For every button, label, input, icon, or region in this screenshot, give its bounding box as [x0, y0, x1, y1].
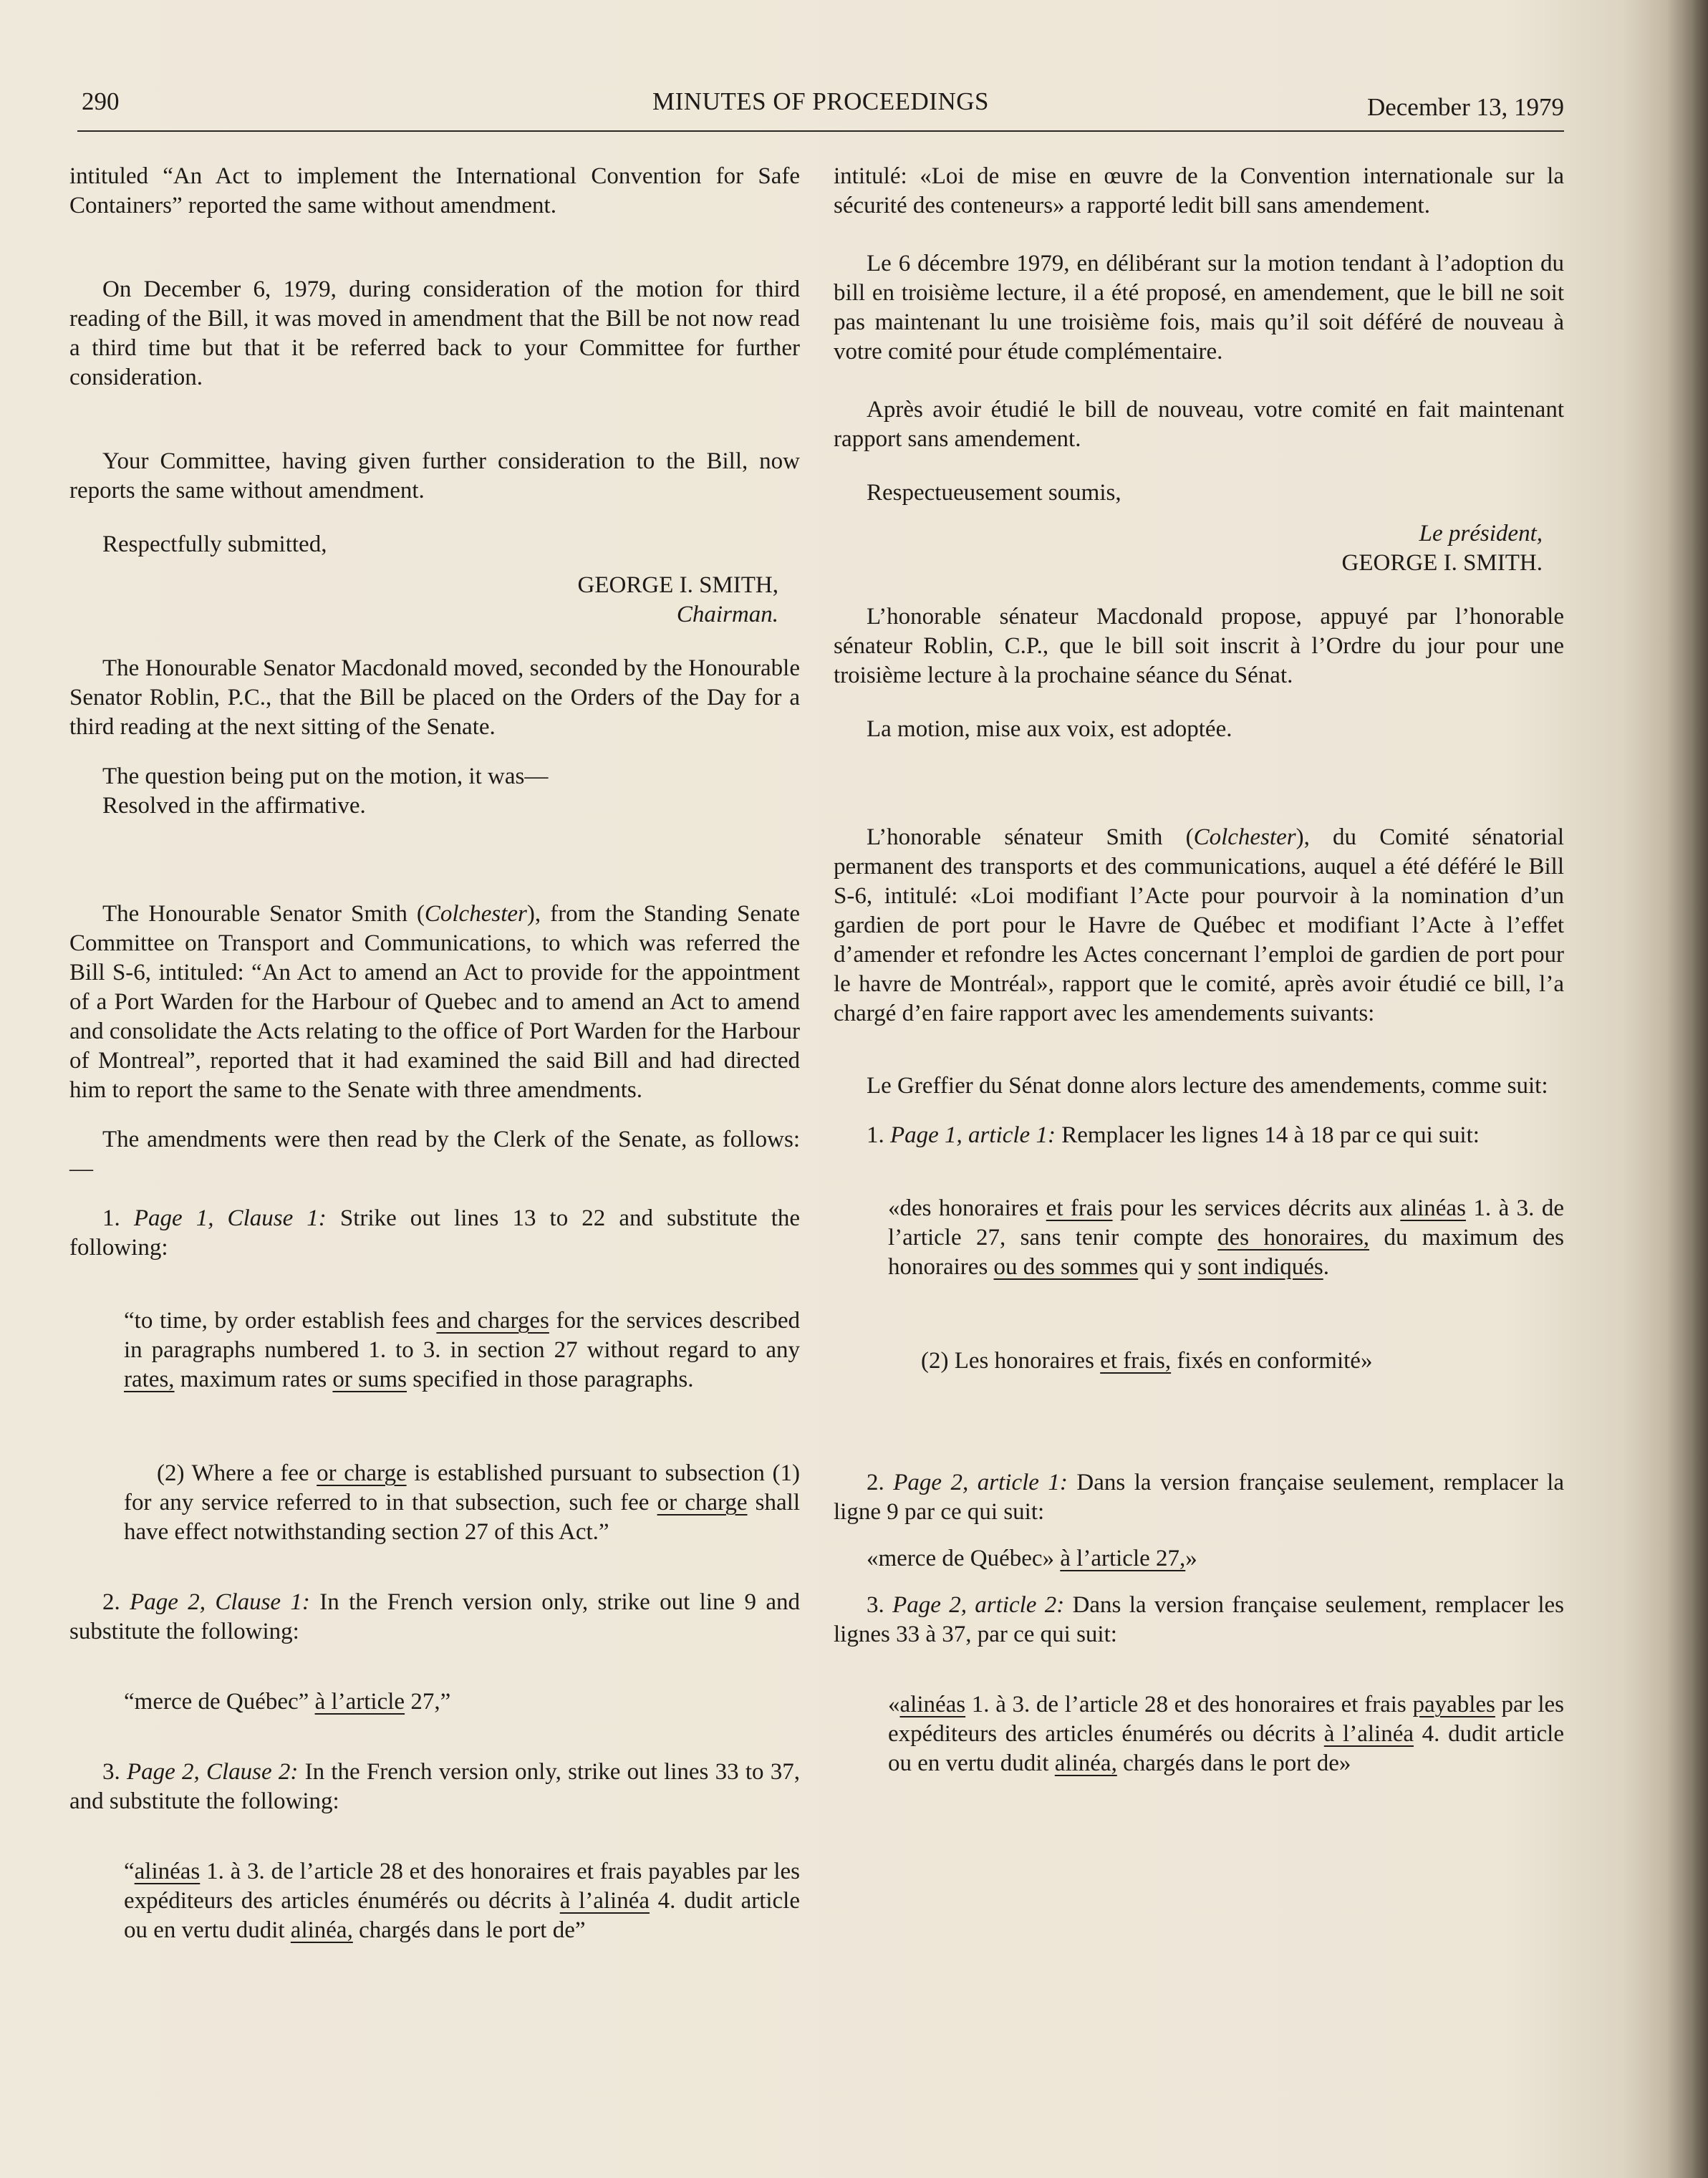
text: for the services described in paragraphs numbered 1. to 3. in section 27 without regard to any [124, 1308, 800, 1363]
binding-shadow [1666, 0, 1708, 2178]
amendment-text: Remplacer les lignes 14 à 18 par ce qui suit: [1055, 1122, 1480, 1148]
underlined-text: alinéa, [1054, 1750, 1117, 1776]
paragraph: intitulé: «Loi de mise en œuvre de la Convention internationale sur la sécurité des conteneurs» a rapporté ledit bill sans amendement. [834, 163, 1564, 218]
underlined-text: à l’alinéa [559, 1888, 650, 1914]
text: 4. dudit article ou en vertu dudit [888, 1721, 1565, 1776]
amendment-text: In the French version only, strike out line 9 and substitute the following: [69, 1589, 801, 1644]
paragraph: The amendments were then read by the Clerk of the Senate, as follows:— [69, 1127, 800, 1182]
text: pour les services décrits aux [1112, 1195, 1401, 1221]
underlined-text: alinéas [1400, 1195, 1466, 1221]
amendment-3 [69, 1758, 800, 1816]
paragraph [69, 900, 800, 1105]
underlined-text: or charge [657, 1490, 748, 1516]
underlined-text: alinéas [134, 1859, 201, 1884]
french-column [834, 162, 1564, 1802]
paragraph: Le Greffier du Sénat donne alors lecture des amendements, comme suit: [867, 1073, 1548, 1099]
signer-title-text: Le président, [1419, 521, 1543, 546]
underlined-text: à l’article 27, [1060, 1546, 1186, 1571]
amendment-text: Strike out lines 13 to 22 and substitute the following: [69, 1205, 801, 1261]
amendment-text: Dans la version française seulement, remplacer la ligne 9 par ce qui suit: [834, 1470, 1564, 1525]
amendment-text: Dans la version française seulement, remplacer les lignes 33 à 37, par ce qui suit: [834, 1592, 1564, 1647]
running-title: MINUTES OF PROCEEDINGS [652, 87, 989, 115]
paragraph: Resolved in the affirmative. [102, 793, 366, 819]
text: par les expéditeurs des articles énumérés ou décrits [888, 1692, 1564, 1747]
amendment-1 [834, 1121, 1564, 1150]
text: maximum rates [174, 1367, 333, 1392]
amendment-number: 2. [867, 1470, 894, 1495]
signer-title [834, 519, 1564, 549]
paragraph: intituled “An Act to implement the International Convention for Safe Containers” reported the same without amendment. [69, 163, 800, 218]
text: » [1185, 1546, 1197, 1571]
text: 1. à 3. de l’article 27, sans tenir compte [888, 1195, 1564, 1251]
amendment-number: 3. [867, 1592, 893, 1618]
signer-title-text: Chairman. [676, 602, 778, 627]
text: “merce de Québec” [124, 1689, 315, 1715]
underlined-text: à l’article [314, 1689, 405, 1715]
text: L’honorable sénateur Smith ( [867, 824, 1194, 850]
text: The Honourable Senator Smith ( [102, 901, 425, 927]
page-header [77, 85, 1564, 132]
underlined-text: à l’alinéa [1323, 1721, 1414, 1747]
paragraph: The Honourable Senator Macdonald moved, seconded by the Honourable Senator Roblin, P.C., that the Bill be placed on the Orders of the Day for a third reading at the next sitting of the Senate. [69, 655, 800, 740]
underlined-text: alinéas [899, 1692, 966, 1717]
paragraph: Après avoir étudié le bill de nouveau, votre comité en fait maintenant rapport sans amendement. [834, 397, 1564, 452]
amendment-reference: Page 1, article 1: [890, 1122, 1056, 1148]
text: 4. dudit article ou en vertu dudit [124, 1888, 801, 1943]
text: 27,” [405, 1689, 451, 1715]
amendment-number: 1. [102, 1205, 134, 1231]
paragraph: L’honorable sénateur Macdonald propose, appuyé par l’honorable sénateur Roblin, C.P., que le bill soit inscrit à l’Ordre du jour pour une troisième lecture à la prochaine séance du Sénat. [834, 604, 1564, 688]
paragraph: La motion, mise aux voix, est adoptée. [867, 716, 1232, 742]
underlined-text: or charge [317, 1460, 407, 1486]
header-date: December 13, 1979 [1366, 93, 1564, 121]
underlined-text: ou des sommes [993, 1254, 1139, 1280]
text: shall have effect notwithstanding section 27 of this Act.” [124, 1490, 801, 1545]
paragraph: The question being put on the motion, it was— [102, 763, 549, 789]
text: «merce de Québec» [867, 1546, 1061, 1571]
text: “to time, by order establish fees [124, 1308, 437, 1334]
text: 1. à 3. de l’article 28 et des honoraires et frais payables par les expéditeurs des articles énumérés ou décrits [124, 1859, 800, 1914]
underlined-text: alinéa, [290, 1917, 353, 1943]
signer-name: GEORGE I. SMITH. [1341, 550, 1543, 576]
amendment-2 [69, 1588, 800, 1647]
amendment-reference: Page 2, article 2: [892, 1592, 1065, 1618]
quoted-text [888, 1194, 1564, 1282]
amendment-reference: Page 2, article 1: [893, 1470, 1068, 1495]
quoted-text [124, 1459, 800, 1547]
quoted-text [124, 1306, 800, 1394]
underlined-text: rates, [124, 1367, 175, 1392]
text: (2) Where a fee [157, 1460, 317, 1486]
amendment-2 [834, 1468, 1564, 1527]
text: «des honoraires [888, 1195, 1046, 1221]
underlined-text: payables [1412, 1692, 1495, 1717]
text: 1. à 3. de l’article 28 et des honoraires et frais [965, 1692, 1413, 1717]
quoted-text [834, 1544, 1564, 1574]
closing: Respectueusement soumis, [867, 480, 1121, 506]
text: « [888, 1692, 900, 1717]
amendment-reference: Page 2, Clause 2: [126, 1759, 299, 1785]
amendment-number: 3. [102, 1759, 127, 1785]
quoted-text [124, 1687, 800, 1717]
text: fixés en conformité» [1171, 1348, 1373, 1374]
text: ), from the Standing Senate Committee on Transport and Communications, to which was referred the Bill S-6, intituled: “An Act to amend an Act to provide for the appointment of a Port Warden for the Harbour of Quebec and to amend an Act to amend and consolidate the Acts relating to the office of Port Warden for the Harbour of Montreal”, reported that it had examined the said Bill and had directed him to report the same to the Senate with three amendments. [69, 901, 800, 1103]
text: chargés dans le port de» [1116, 1750, 1351, 1776]
text: specified in those paragraphs. [407, 1367, 694, 1392]
closing: Respectfully submitted, [102, 531, 327, 557]
text: qui y [1138, 1254, 1198, 1280]
english-column [69, 162, 800, 1969]
quoted-text [888, 1346, 1564, 1376]
underlined-text: des honoraires, [1217, 1225, 1370, 1251]
quoted-text [888, 1690, 1564, 1778]
amendment-reference: Page 2, Clause 1: [130, 1589, 310, 1615]
amendment-number: 1. [867, 1122, 890, 1148]
amendment-number: 2. [102, 1589, 130, 1615]
text: chargés dans le port de” [352, 1917, 586, 1943]
underlined-text: et frais [1046, 1195, 1113, 1221]
amendment-reference: Page 1, Clause 1: [133, 1205, 327, 1231]
page-number: 290 [82, 87, 120, 115]
underlined-text: and charges [436, 1308, 549, 1334]
paragraph [834, 823, 1564, 1028]
underlined-text: sont indiqués [1197, 1254, 1323, 1280]
amendment-text: In the French version only, strike out lines 33 to 37, and substitute the following: [69, 1759, 801, 1814]
italic-text: Colchester [424, 901, 527, 927]
text: is established pursuant to subsection (1) for any service referred to in that subsection, such fee [124, 1460, 800, 1516]
paragraph: On December 6, 1979, during consideration of the motion for third reading of the Bill, it was moved in amendment that the Bill be not now read a third time but that it be referred back to your Committee for further consideration. [69, 276, 800, 390]
underlined-text: or sums [332, 1367, 407, 1392]
amendment-1 [69, 1204, 800, 1263]
text: du maximum des honoraires [888, 1225, 1564, 1280]
text: (2) Les honoraires [921, 1348, 1101, 1374]
text: ), du Comité sénatorial permanent des transports et des communications, auquel a été déféré le Bill S-6, intitulé: «Loi modifiant l’Acte pour pourvoir à la nomination d’un gardien de port pour le Havre de Québec et modifiant l’Acte à l’effet d’amender et refondre les Actes concernant l’emploi de gardien de port pour le havre de Montréal», rapport que le comité, après avoir étudié ce bill, l’a chargé d’en faire rapport avec les amendements suivants: [834, 824, 1564, 1026]
underlined-text: et frais, [1100, 1348, 1172, 1374]
paragraph: Your Committee, having given further consideration to the Bill, now reports the same without amendment. [69, 448, 800, 503]
quoted-text [124, 1857, 800, 1945]
signer-name: GEORGE I. SMITH, [577, 572, 778, 598]
text: “ [124, 1859, 135, 1884]
signer-title [69, 600, 800, 630]
text: . [1323, 1254, 1329, 1280]
paragraph: Le 6 décembre 1979, en délibérant sur la motion tendant à l’adoption du bill en troisième lecture, il a été proposé, en amendement, que le bill ne soit pas maintenant lu une troisième fois, mais qu’il soit déféré de nouveau à votre comité pour étude complémentaire. [834, 251, 1564, 365]
italic-text: Colchester [1193, 824, 1296, 850]
amendment-3 [834, 1591, 1564, 1649]
